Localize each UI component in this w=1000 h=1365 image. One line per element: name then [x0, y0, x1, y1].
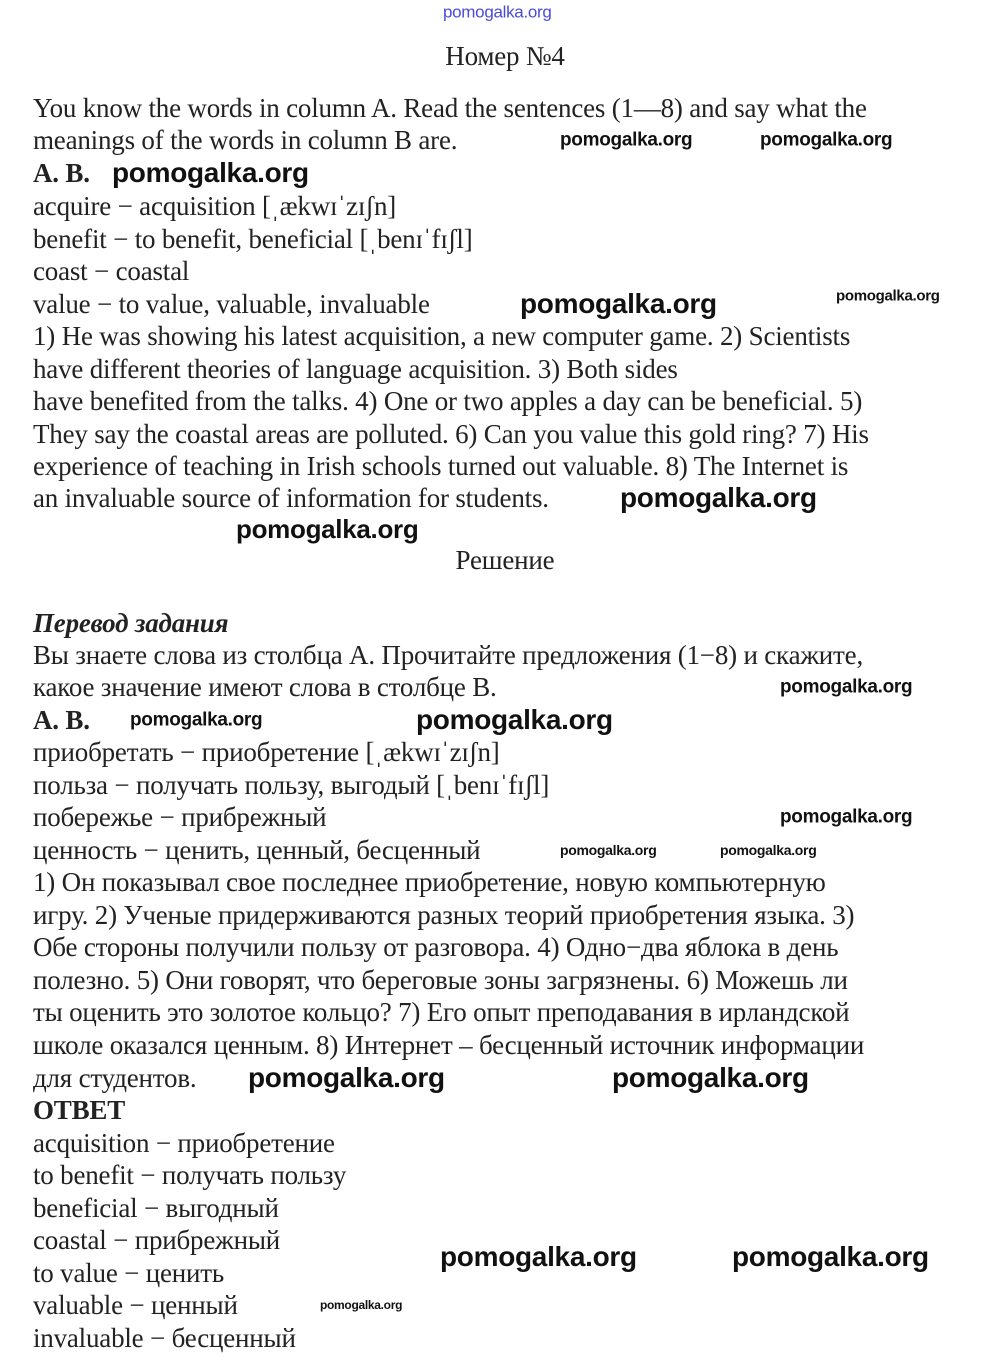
text-line: benefit − to benefit, beneficial [ˌbenɪˈfɪʃl]	[33, 224, 473, 254]
watermark: pomogalka.org	[416, 704, 613, 735]
text-line: полезно. 5) Они говорят, что береговые зоны загрязнены. 6) Можешь ли	[33, 965, 848, 995]
text-line: какое значение имеют слова в столбце В.	[33, 672, 497, 702]
text-line: meanings of the words in column B are.	[33, 125, 458, 155]
watermark: pomogalka.org	[836, 287, 940, 305]
text-line: игру. 2) Ученые придерживаются разных теорий приобретения языка. 3)	[33, 900, 855, 930]
watermark: pomogalka.org	[720, 842, 817, 858]
text-line: acquisition − приобретение	[33, 1128, 335, 1158]
text-line: have different theories of language acquisition. 3) Both sides	[33, 354, 678, 384]
watermark: pomogalka.org	[780, 806, 913, 828]
solution-heading: Решение	[455, 545, 555, 575]
watermark: pomogalka.org	[236, 514, 419, 544]
column-heading: A. B.	[33, 158, 90, 188]
text-line: acquire − acquisition [ˌækwɪˈzɪʃn]	[33, 191, 397, 221]
watermark: pomogalka.org	[248, 1062, 445, 1093]
page-title: Номер №4	[445, 41, 565, 71]
text-line: 1) Он показывал свое последнее приобретение, новую компьютерную	[33, 867, 826, 897]
watermark: pomogalka.org	[612, 1062, 809, 1093]
text-line: have benefited from the talks. 4) One or two apples a day can be beneficial. 5)	[33, 386, 863, 416]
answer-heading: ОТВЕТ	[33, 1095, 126, 1125]
watermark: pomogalka.org	[112, 157, 309, 188]
text-line: to benefit − получать пользу	[33, 1160, 347, 1190]
text-line: ценность − ценить, ценный, бесценный	[33, 835, 481, 865]
watermark: pomogalka.org	[440, 1241, 637, 1272]
watermark: pomogalka.org	[780, 676, 913, 698]
text-line: They say the coastal areas are polluted. 6) Can you value this gold ring? 7) His	[33, 419, 869, 449]
text-line: coast − coastal	[33, 256, 190, 286]
text-line: для студентов.	[33, 1063, 197, 1093]
watermark: pomogalka.org	[732, 1241, 929, 1272]
text-line: польза − получать пользу, выгодый [ˌbenɪˈfɪʃl]	[33, 770, 550, 800]
text-line: школе оказался ценным. 8) Интернет – бесценный источник информации	[33, 1030, 865, 1060]
text-line: beneficial − выгодный	[33, 1193, 279, 1223]
text-line: coastal − прибрежный	[33, 1225, 281, 1255]
watermark: pomogalka.org	[760, 129, 893, 151]
text-line: 1) He was showing his latest acquisition, a new computer game. 2) Scientists	[33, 321, 851, 351]
text-line: value − to value, valuable, invaluable	[33, 289, 430, 319]
text-line: Обе стороны получили пользу от разговора. 4) Одно−два яблока в день	[33, 932, 839, 962]
watermark: pomogalka.org	[320, 1298, 403, 1312]
text-line: приобретать − приобретение [ˌækwɪˈzɪʃn]	[33, 737, 500, 767]
text-line: Вы знаете слова из столбца А. Прочитайте предложения (1−8) и скажите,	[33, 640, 863, 670]
text-line: You know the words in column A. Read the sentences (1—8) and say what the	[33, 93, 867, 123]
text-line: invaluable − бесценный	[33, 1323, 296, 1353]
watermark: pomogalka.org	[443, 2, 552, 22]
translation-heading: Перевод задания	[33, 608, 229, 638]
column-heading: A. B.	[33, 705, 90, 735]
text-line: to value − ценить	[33, 1258, 224, 1288]
text-line: experience of teaching in Irish schools turned out valuable. 8) The Internet is	[33, 451, 849, 481]
watermark: pomogalka.org	[520, 288, 717, 319]
text-line: ты оценить это золотое кольцо? 7) Его опыт преподавания в ирландской	[33, 997, 850, 1027]
text-line: побережье − прибрежный	[33, 802, 327, 832]
text-line: an invaluable source of information for students.	[33, 483, 549, 513]
text-line: valuable − ценный	[33, 1290, 238, 1320]
watermark: pomogalka.org	[560, 129, 693, 151]
watermark: pomogalka.org	[620, 482, 817, 513]
watermark: pomogalka.org	[130, 709, 263, 731]
watermark: pomogalka.org	[560, 842, 657, 858]
